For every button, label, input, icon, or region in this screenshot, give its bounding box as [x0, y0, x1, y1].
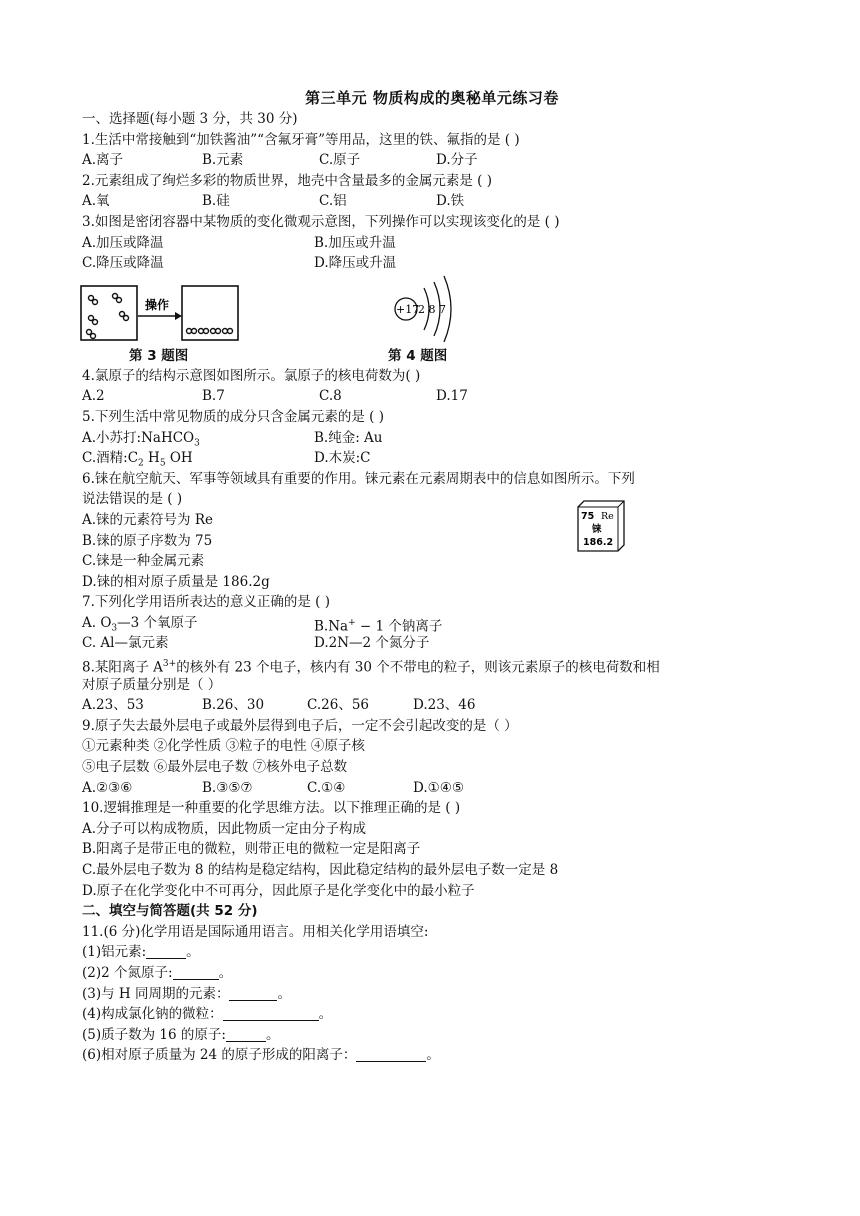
arrow-label: 操作	[145, 297, 170, 312]
option-a	[82, 428, 314, 449]
option-a: A.分子可以构成物质，因此物质一定由分子构成	[82, 820, 367, 837]
option-c: C.①④	[307, 779, 346, 796]
option-a: A.离子	[82, 152, 124, 169]
option-a-text: A. O	[82, 614, 112, 631]
section-heading-choice: 一、选择题(每小题 3 分，共 30 分)	[82, 111, 298, 127]
option-d: D.17	[436, 388, 468, 405]
question-1-options	[82, 150, 782, 171]
question-8-options	[82, 695, 782, 716]
question-1-stem: 1.生活中常接触到“加铁酱油”“含氟牙膏”等用品，这里的铁、氟指的是 ( )	[82, 131, 520, 148]
option-a: A.②③⑥	[82, 779, 133, 796]
option-c: C. Al—氯元素	[82, 635, 169, 652]
question-6	[82, 469, 782, 593]
electron-counts: 2 8 7	[418, 302, 446, 316]
atomic-mass: 186.2	[583, 536, 614, 548]
option-d: D.原子在化学变化中不可再分，因此原子是化学变化中的最小粒子	[82, 882, 475, 899]
answer-blank[interactable]	[356, 1047, 426, 1062]
fill-item-1	[82, 942, 782, 963]
option-c: C.降压或降温	[82, 255, 164, 272]
fill-item-5	[82, 1025, 782, 1046]
option-c	[82, 448, 314, 469]
option-b	[314, 613, 442, 634]
fill-item-label: (6)相对原子质量为 24 的原子形成的阳离子：	[82, 1047, 357, 1064]
period: 。	[277, 985, 291, 1002]
period: 。	[186, 944, 200, 961]
element-name: 铼	[592, 523, 602, 535]
question-2-stem: 2.元素组成了绚烂多彩的物质世界，地壳中含量最多的金属元素是 ( )	[82, 172, 492, 189]
question-2-options	[82, 191, 782, 212]
option-a-text: A.小苏打:NaHCO	[82, 429, 195, 446]
question-8-stem-2: 对原子质量分别是（ ）	[82, 676, 222, 693]
period: 。	[265, 1026, 280, 1043]
fill-item-6	[82, 1045, 782, 1066]
subscript: 3	[111, 623, 118, 634]
answer-blank[interactable]	[226, 1027, 266, 1042]
figures-row	[82, 274, 782, 366]
subscript: 5	[159, 458, 166, 469]
question-4-stem: 4.氯原子的结构示意图如图所示。氯原子的核电荷数为( )	[82, 367, 421, 384]
period: 。	[318, 1006, 333, 1023]
figure-4-caption: 第 4 题图	[388, 347, 448, 364]
option-b: B.纯金: Au	[314, 429, 383, 446]
fill-item-4	[82, 1004, 782, 1025]
fill-item-2	[82, 963, 782, 984]
option-d: D.铼的相对原子质量是 186.2g	[82, 573, 270, 590]
fill-item-3	[82, 984, 782, 1005]
molecule-change-diagram	[79, 284, 239, 344]
question-5-options-row2	[82, 448, 782, 469]
fill-item-label: (2)2 个氮原子:	[82, 964, 173, 981]
answer-blank[interactable]	[229, 986, 277, 1001]
section-heading-fill: 二、填空与简答题(共 52 分)	[82, 903, 258, 920]
option-d: D.降压或升温	[314, 255, 397, 272]
option-b-text: − 1 个钠离子	[355, 618, 443, 635]
fill-item-label: (4)构成氯化钠的微粒：	[82, 1006, 223, 1023]
question-8-text: 的核外有 23 个电子，核内有 30 个不带电的粒子，则该元素原子的核电荷数和相	[176, 659, 660, 676]
option-b: B.铼的原子序数为 75	[82, 532, 213, 549]
option-b: B.元素	[202, 152, 244, 169]
nucleus-charge: +17	[396, 302, 420, 316]
option-a: A.2	[82, 388, 105, 405]
question-9-options	[82, 778, 782, 799]
answer-blank[interactable]	[146, 944, 186, 959]
question-5-options-row1	[82, 428, 782, 449]
question-9-stem: 9.原子失去最外层电子或最外层得到电子后，一定不会引起改变的是（ ）	[82, 717, 518, 734]
option-a	[82, 613, 314, 634]
option-c-text: C.酒精:C	[82, 450, 139, 467]
question-4-options	[82, 386, 782, 407]
option-b: B.硅	[202, 193, 230, 210]
question-6-stem-2: 说法错误的是 ( )	[82, 491, 183, 508]
answer-blank[interactable]	[173, 965, 219, 980]
option-a: A.铼的元素符号为 Re	[82, 511, 213, 528]
option-c: C.26、56	[307, 697, 369, 714]
option-d: D.①④⑤	[413, 779, 464, 796]
element-symbol: Re	[601, 510, 614, 522]
option-c: C.8	[319, 388, 342, 405]
option-b: B.阳离子是带正电的微粒，则带正电的微粒一定是阳离子	[82, 841, 421, 858]
question-10-stem: 10.逻辑推理是一种重要的化学思维方法。以下推理正确的是 ( )	[82, 800, 461, 817]
option-a-text: —3 个氧原子	[117, 614, 198, 631]
option-d: D.铁	[436, 193, 465, 210]
option-c: C.铼是一种金属元素	[82, 553, 205, 570]
superscript: 3+	[162, 659, 177, 670]
option-c: C.原子	[319, 152, 361, 169]
period: 。	[426, 1047, 440, 1064]
chlorine-atom-diagram	[388, 274, 468, 344]
question-8-text: 8.某阳离子 A	[82, 659, 163, 676]
fill-item-label: (5)质子数为 16 的原子:	[82, 1026, 226, 1043]
option-c-text: OH	[165, 450, 193, 467]
rhenium-element-tile	[574, 499, 626, 553]
option-c-text: H	[143, 450, 160, 467]
option-b: B.③⑤⑦	[202, 779, 253, 796]
question-9-list-2: ⑤电子层数 ⑥最外层电子数 ⑦核外电子总数	[82, 759, 348, 776]
option-d: D.23、46	[413, 697, 476, 714]
question-3-options-row2	[82, 253, 782, 274]
question-7-options-row2	[82, 633, 782, 654]
option-b: B.26、30	[202, 697, 265, 714]
figure-3-caption: 第 3 题图	[129, 347, 189, 364]
atomic-number: 75	[581, 510, 595, 522]
option-a: A.氧	[82, 193, 110, 210]
subscript: 3	[194, 438, 200, 449]
question-7-options-row1	[82, 613, 782, 634]
question-7-stem: 7.下列化学用语所表达的意义正确的是 ( )	[82, 594, 330, 611]
superscript: +	[348, 617, 356, 628]
option-b: B.7	[202, 388, 225, 405]
option-d: D.分子	[436, 152, 478, 169]
exam-page	[82, 84, 782, 1066]
fill-item-label: (3)与 H 同周期的元素：	[82, 985, 230, 1002]
question-9-list-1: ①元素种类 ②化学性质 ③粒子的电性 ④原子核	[82, 738, 365, 755]
question-5-stem: 5.下列生活中常见物质的成分只含金属元素的是 ( )	[82, 408, 384, 425]
subscript: 2	[138, 458, 144, 469]
question-6-stem-1: 6.铼在航空航天、军事等领域具有重要的作用。铼元素在元素周期表中的信息如图所示。下列	[82, 470, 635, 487]
page-title: 第三单元 物质构成的奥秘单元练习卷	[305, 89, 559, 107]
option-b-text: B.Na	[314, 618, 349, 635]
fill-item-label: (1)铝元素:	[82, 944, 147, 961]
option-d: D.2N—2 个氮分子	[314, 635, 430, 652]
period: 。	[218, 964, 233, 981]
answer-blank[interactable]	[223, 1006, 319, 1021]
option-c: C.铝	[319, 193, 347, 210]
question-11-stem: 11.(6 分)化学用语是国际通用语言。用相关化学用语填空:	[82, 923, 429, 940]
option-a: A.加压或降温	[82, 234, 164, 251]
option-d: D.木炭:C	[314, 450, 371, 467]
question-3-stem: 3.如图是密闭容器中某物质的变化微观示意图，下列操作可以实现该变化的是 ( )	[82, 213, 560, 230]
option-b: B.加压或升温	[314, 234, 396, 251]
question-3-options-row1	[82, 233, 782, 254]
question-8-stem-1	[82, 654, 782, 675]
option-c: C.最外层电子数为 8 的结构是稳定结构，因此稳定结构的最外层电子数一定是 8	[82, 862, 559, 878]
option-a: A.23、53	[82, 697, 144, 714]
